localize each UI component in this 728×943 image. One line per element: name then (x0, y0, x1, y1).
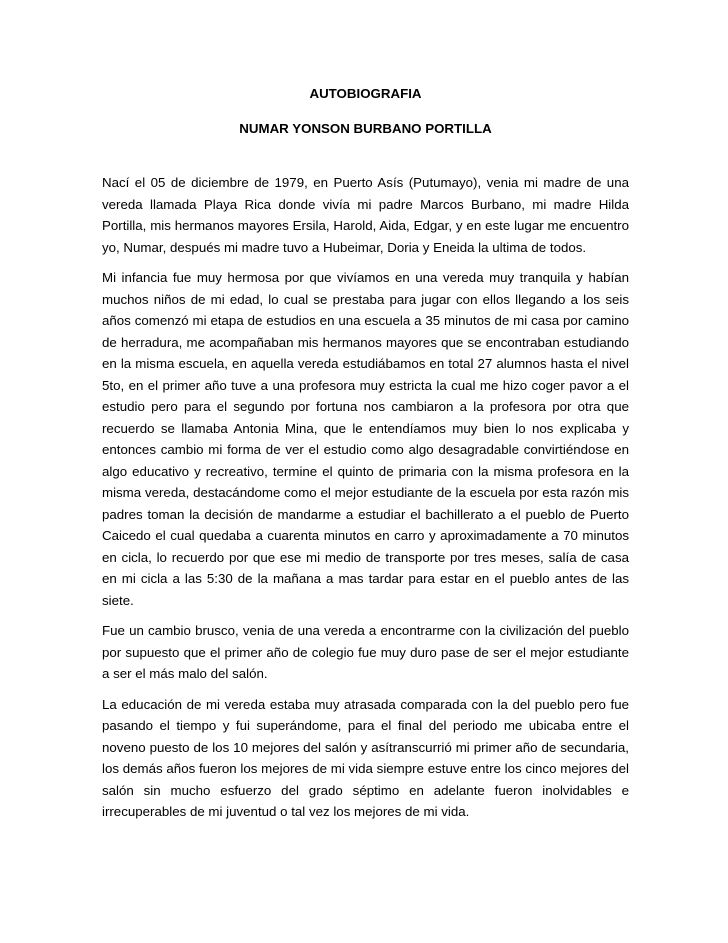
paragraph-2: Mi infancia fue muy hermosa por que vivíamos en una vereda muy tranquila y habían muchos niños de mi edad, lo cual se prestaba para jugar con ellos llegando a los seis años comenzó mi etapa de estudios en una escuela a 35 minutos de mi casa por camino de herradura, me acompañaban mis hermanos mayores que se encontraban estudiando en la misma escuela, en aquella vereda estudiábamos en total 27 alumnos hasta el nivel 5to, en el primer año tuve a una profesora muy estricta la cual me hizo coger pavor a el estudio pero para el segundo por fortuna nos cambiaron a la profesora por otra que recuerdo se llamaba Antonia Mina, que le entendíamos muy bien lo nos explicaba y entonces cambio mi forma de ver el estudio como algo desagradable convirtiéndose en algo educativo y recreativo, termine el quinto de primaria con la misma profesora en la misma vereda, destacándome como el mejor estudiante de la escuela por esta razón mis padres toman la decisión de mandarme a estudiar el bachillerato a el pueblo de Puerto Caicedo el cual quedaba a cuarenta minutos en carro y aproximadamente a 70 minutos en cicla, lo recuerdo por que ese mi medio de transporte por tres meses, salía de casa en mi cicla a las 5:30 de la mañana a mas tardar para estar en el pueblo antes de las siete. (102, 270, 629, 608)
document-body (102, 172, 629, 832)
document-author: NUMAR YONSON BURBANO PORTILLA (239, 121, 492, 136)
paragraph-1: Nací el 05 de diciembre de 1979, en Puerto Asís (Putumayo), venia mi madre de una vereda llamada Playa Rica donde vivía mi padre Marcos Burbano, mi madre Hilda Portilla, mis hermanos mayores Ersila, Harold, Aida, Edgar, y en este lugar me encuentro yo, Numar, después mi madre tuvo a Hubeimar, Doria y Eneida la ultima de todos. (102, 175, 629, 255)
document-title: AUTOBIOGRAFIA (309, 86, 422, 101)
paragraph-4: La educación de mi vereda estaba muy atrasada comparada con la del pueblo pero fue pasando el tiempo y fui superándome, para el final del periodo me ubicaba entre el noveno puesto de los 10 mejores del salón y asítranscurrió mi primer año de secundaria, los demás años fueron los mejores de mi vida siempre estuve entre los cinco mejores del salón sin mucho esfuerzo del grado séptimo en adelante fueron inolvidables e irrecuperables de mi juventud o tal vez los mejores de mi vida. (102, 696, 629, 819)
paragraph-3: Fue un cambio brusco, venia de una vereda a encontrarme con la civilización del pueblo por supuesto que el primer año de colegio fue muy duro pase de ser el mejor estudiante a ser el más malo del salón. (102, 623, 629, 681)
